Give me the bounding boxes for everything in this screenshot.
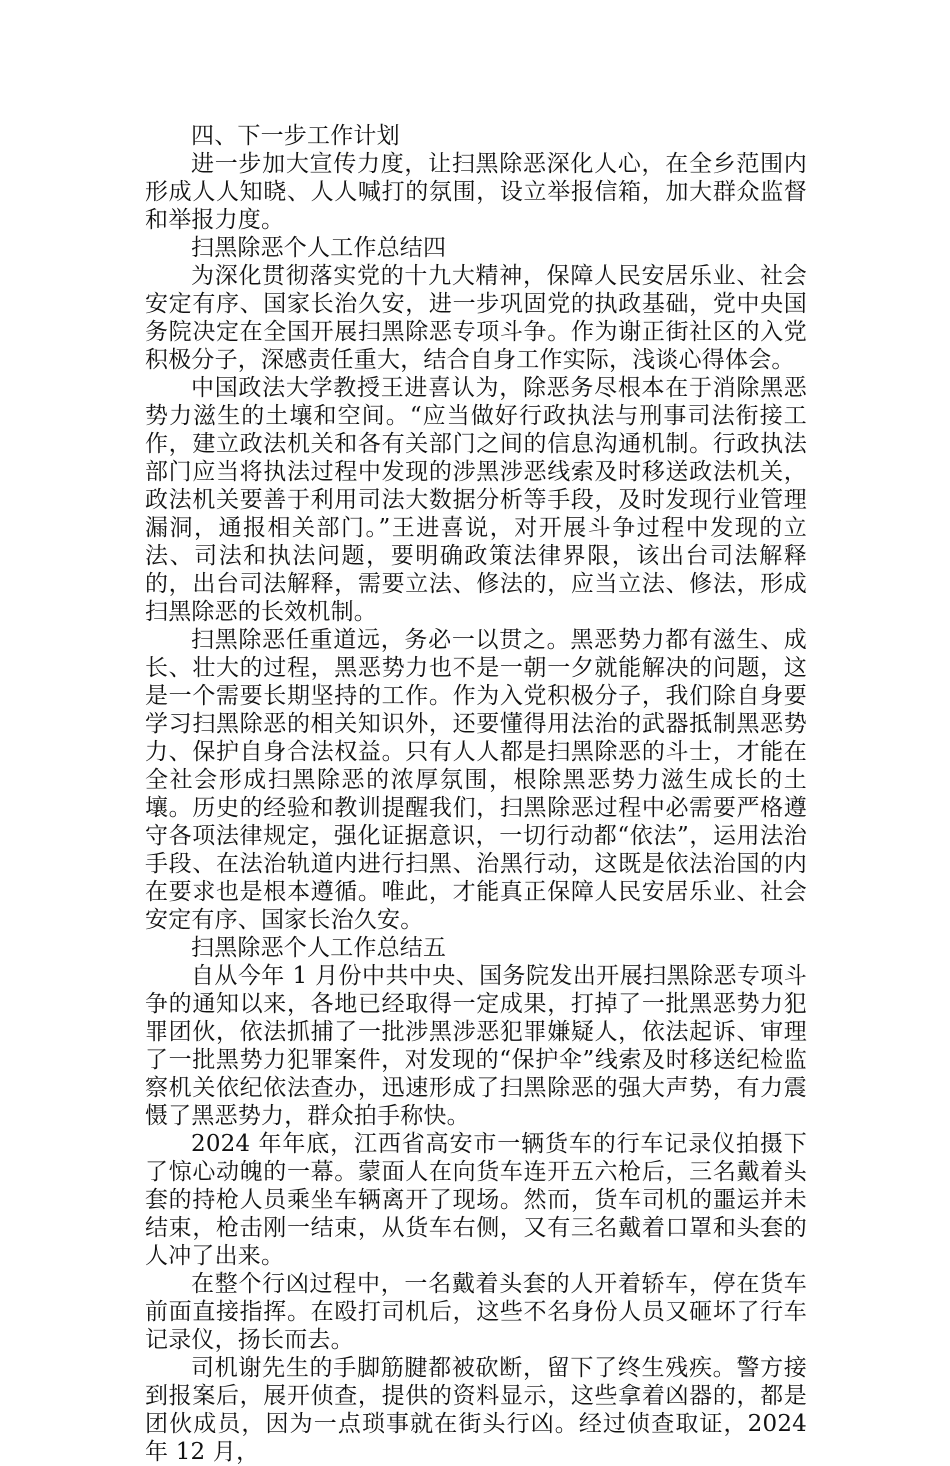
paragraph: 中国政法大学教授王进喜认为，除恶务尽根本在于消除黑恶势力滋生的土壤和空间。“应当做好行政执法与刑事司法衔接工作，建立政法机关和各有关部门之间的信息沟通机制。行政执法部门应当将执法过程中发现的涉黑涉恶线索及时移送政法机关，政法机关要善于利用司法大数据分析等手段，及时发现行业管理漏洞，通报相关部门。”王进喜说，对开展斗争过程中发现的立法、司法和执法问题，要明确政策法律界限，该出台司法解释的，出台司法解释，需要立法、修法的，应当立法、修法，形成扫黑除恶的长效机制。 [145,375,807,625]
section-heading-summary-5: 扫黑除恶个人工作总结五 [191,935,447,961]
section-heading-summary-4: 扫黑除恶个人工作总结四 [191,235,447,261]
paragraph: 扫黑除恶任重道远，务必一以贯之。黑恶势力都有滋生、成长、壮大的过程，黑恶势力也不是一朝一夕就能解决的问题，这是一个需要长期坚持的工作。作为入党积极分子，我们除自身要学习扫黑除恶的相关知识外，还要懂得用法治的武器抵制黑恶势力、保护自身合法权益。只有人人都是扫黑除恶的斗士，才能在全社会形成扫黑除恶的浓厚氛围，根除黑恶势力滋生成长的土壤。历史的经验和教训提醒我们，扫黑除恶过程中必需要严格遵守各项法律规定，强化证据意识，一切行动都“依法”，运用法治手段、在法治轨道内进行扫黑、治黑行动，这既是依法治国的内在要求也是根本遵循。唯此，才能真正保障人民安居乐业、社会安定有序、国家长治久安。 [145,627,807,933]
paragraph: 司机谢先生的手脚筋腱都被砍断，留下了终生残疾。警方接到报案后，展开侦查，提供的资料显示，这些拿着凶器的，都是团伙成员，因为一点琐事就在街头行凶。经过侦查取证，2024 年 12 月， [145,1355,807,1465]
paragraph: 为深化贯彻落实党的十九大精神，保障人民安居乐业、社会安定有序、国家长治久安，进一步巩固党的执政基础，党中央国务院决定在全国开展扫黑除恶专项斗争。作为谢正街社区的入党积极分子，深感责任重大，结合自身工作实际，浅谈心得体会。 [145,263,807,373]
paragraph: 进一步加大宣传力度，让扫黑除恶深化人心，在全乡范围内形成人人知晓、人人喊打的氛围，设立举报信箱，加大群众监督和举报力度。 [145,151,807,233]
paragraph: 2024 年年底，江西省高安市一辆货车的行车记录仪拍摄下了惊心动魄的一幕。蒙面人在向货车连开五六枪后，三名戴着头套的持枪人员乘坐车辆离开了现场。然而，货车司机的噩运并未结束，枪击刚一结束，从货车右侧，又有三名戴着口罩和头套的人冲了出来。 [145,1131,807,1269]
section-heading-plan: 四、下一步工作计划 [191,123,400,149]
document-body [145,122,807,1466]
paragraph: 在整个行凶过程中，一名戴着头套的人开着轿车，停在货车前面直接指挥。在殴打司机后，这些不名身份人员又砸坏了行车记录仪，扬长而去。 [145,1271,807,1353]
paragraph: 自从今年 1 月份中共中央、国务院发出开展扫黑除恶专项斗争的通知以来，各地已经取得一定成果，打掉了一批黑恶势力犯罪团伙，依法抓捕了一批涉黑涉恶犯罪嫌疑人，依法起诉、审理了一批黑势力犯罪案件，对发现的“保护伞”线索及时移送纪检监察机关依纪依法查办，迅速形成了扫黑除恶的强大声势，有力震慑了黑恶势力，群众拍手称快。 [145,963,807,1129]
